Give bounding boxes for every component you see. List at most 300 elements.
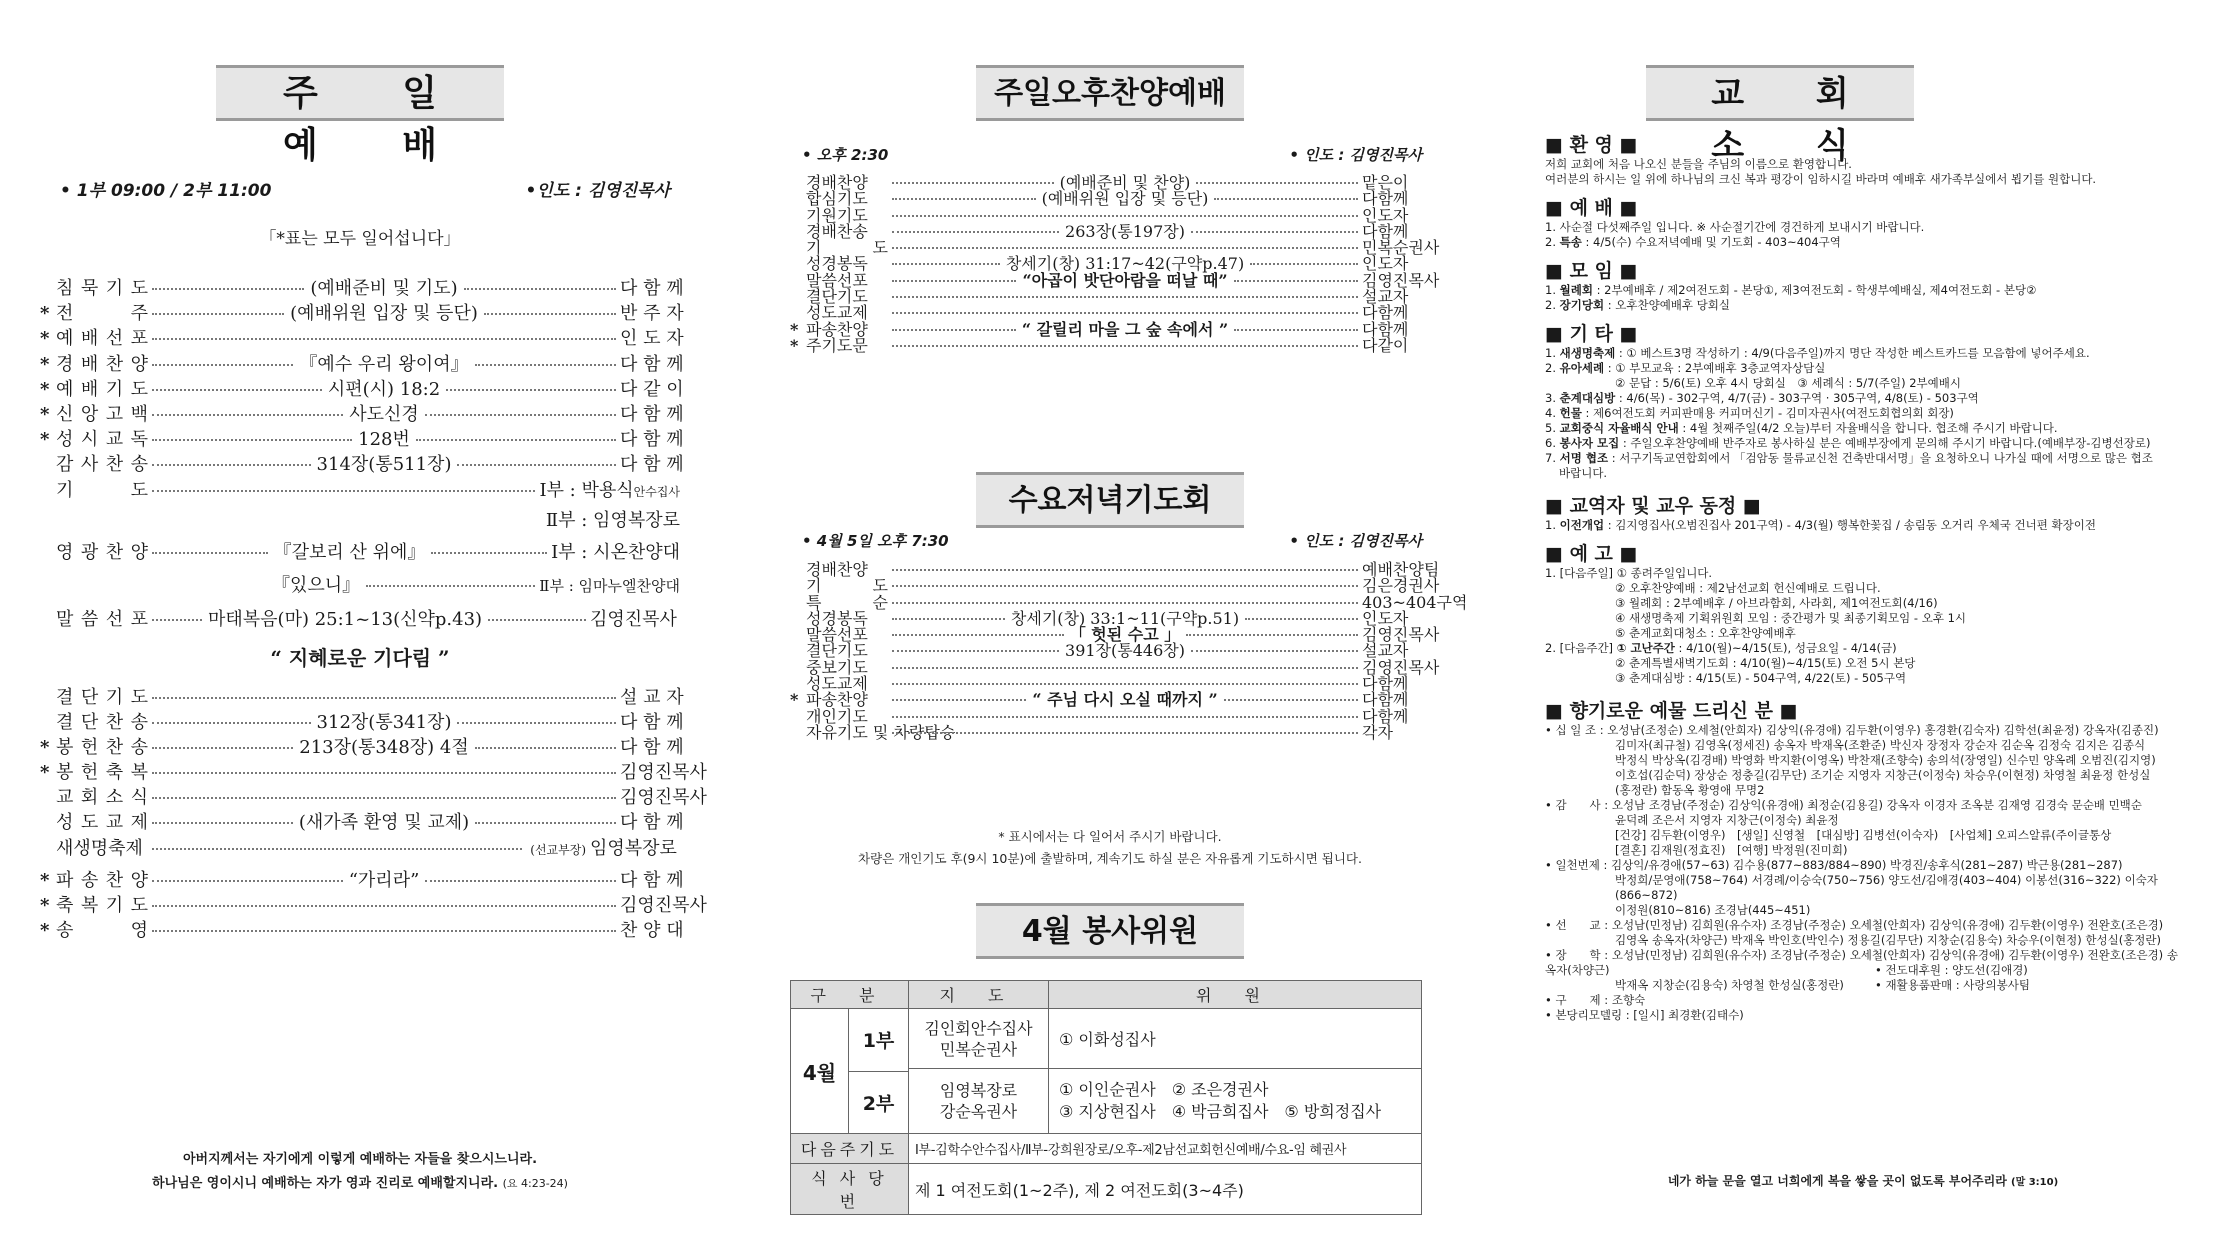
- order-right: 설교자: [1362, 641, 1409, 661]
- offering-side-notes: [1875, 963, 2030, 993]
- order-right: 다함께: [1362, 189, 1409, 209]
- order-label: 새생명축제: [56, 837, 143, 859]
- dot-leader: [1191, 650, 1358, 652]
- order-right: 다함께: [1362, 690, 1409, 710]
- order-right: 다 같 이: [620, 378, 684, 400]
- order-label: 감 사 찬 송: [56, 454, 148, 476]
- wednesday-title-wrap: [790, 472, 1430, 528]
- dot-leader: [892, 634, 1064, 636]
- order-right: 다 함 께: [620, 278, 684, 299]
- order-mid: 마태복음(마) 25:1~13(신약p.43): [208, 608, 483, 630]
- sunday-service-column: [40, 0, 707, 1240]
- order-label: 기 도: [806, 238, 888, 258]
- verse-text: 네가 하늘 문을 열고 너희에게 복을 쌓을 곳이 없도록 부어주리라: [1667, 1174, 2007, 1188]
- order-mid: (예배준비 및 찬양): [1059, 173, 1191, 192]
- volunteer-title: 4월 봉사위원: [976, 903, 1244, 959]
- news-line: 3. 춘계대심방 : 4/6(목) - 302구역, 4/7(금) - 303구역 · 305구역, 4/8(토) - 503구역: [1545, 391, 1979, 405]
- news-line: 2. 특송 : 4/5(수) 수요저녁예배 및 기도회 - 403~404구역: [1545, 235, 1841, 249]
- order-label: 성도교제: [806, 303, 868, 323]
- order-label: 봉 헌 찬 송: [56, 736, 148, 758]
- order-label: 예 배 기 도: [56, 378, 148, 400]
- stand-marker: *: [40, 869, 50, 891]
- order-row: [40, 429, 684, 456]
- order-label: 경배찬양: [806, 173, 868, 192]
- choir-1: Ⅰ부 : 시온찬양대: [551, 541, 681, 563]
- news-line: 김미자(최규철) 김영옥(정세진) 송옥자 박재옥(조환준) 박신자 장정자 강순자 김순옥 김정숙 김지은 김종식: [1615, 738, 2146, 752]
- news-line: [건강] 김두환(이영우) [생일] 신영철 [대심방] 김병선(이숙자) [사업체] 오피스알류(주이글통상: [1615, 828, 2112, 842]
- order-label: 말 씀 선 포: [56, 608, 148, 630]
- stand-marker: *: [40, 429, 50, 451]
- afternoon-header: [802, 144, 1422, 165]
- news-line: • 구 제 : 조향숙: [1545, 993, 1646, 1007]
- order-right: 다함께: [1362, 319, 1409, 339]
- order-mid: “ 갈릴리 마을 그 숲 속에서 ”: [1021, 319, 1229, 339]
- dot-leader: [484, 313, 616, 315]
- news-line: 여러분의 하시는 일 위에 하나님의 크신 복과 평강이 임하시길 바라며 예배후 새가족부실에서 뵙기를 원합니다.: [1545, 172, 2097, 186]
- sunday-order-list: [40, 278, 707, 947]
- stand-marker: *: [40, 328, 50, 350]
- dot-leader: [152, 619, 202, 621]
- closing-verse-2: [1545, 1172, 2181, 1189]
- part-2-members: [1049, 1069, 1422, 1134]
- order-right: 인도자: [1362, 254, 1409, 274]
- sunday-service-header: [60, 176, 670, 201]
- dot-leader: [425, 880, 616, 882]
- afternoon-title-wrap: [790, 65, 1430, 121]
- news-line: • 감 사 : 오성남 조경남(주정순) 김상익(유경애) 최정순(김용길) 강옥자 이경자 조옥분 김재영 김경숙 문순배 민백순: [1545, 798, 2142, 812]
- service-time: • 1부 09:00 / 2부 11:00: [60, 181, 272, 201]
- dot-leader: [892, 263, 1000, 265]
- dot-leader: [892, 667, 1358, 669]
- order-row-prayer: [40, 479, 680, 512]
- section-staff-heading: ■ 교역자 및 교우 동정 ■: [1545, 495, 1761, 517]
- order-right: 다 함 께: [620, 736, 684, 758]
- order-row: [40, 736, 684, 764]
- wednesday-header: [802, 530, 1422, 551]
- order-mid: 213장(통348장) 4절: [299, 736, 469, 758]
- dot-leader: [892, 247, 1358, 249]
- news-line: ② 오후찬양예배 : 제2남선교회 헌신예배로 드립니다.: [1615, 581, 1881, 595]
- order-right: 인 도 자: [620, 328, 684, 350]
- news-line: • 전도대후원 : 양도선(김애경): [1875, 963, 2028, 977]
- dot-leader: [152, 930, 616, 932]
- dot-leader: [892, 312, 1358, 314]
- order-right: 설교자: [1362, 287, 1409, 307]
- verse-ref: (말 3:10): [2011, 1177, 2059, 1188]
- dot-leader: [892, 650, 1059, 652]
- order-label: 결단기도: [806, 287, 868, 307]
- dot-leader: [366, 585, 535, 587]
- order-right: [539, 479, 680, 501]
- order-label: 파 송 찬 양: [56, 869, 148, 891]
- section-welcome-heading: ■ 환 영 ■: [1545, 134, 1638, 156]
- dot-leader: [892, 329, 1016, 331]
- order-label: 결단기도: [806, 641, 868, 661]
- order-label: 성도교제: [806, 674, 868, 694]
- news-line: (홍정란) 함동옥 황영애 무명2: [1615, 783, 1765, 797]
- dot-leader: [892, 618, 1005, 620]
- news-line: ④ 새생명축제 기획위원회 모임 : 중간평가 및 최종기획모임 - 오후 1시: [1615, 611, 1967, 625]
- order-row: [40, 711, 684, 739]
- dot-leader: [475, 747, 616, 749]
- order-mid: (예배위원 입장 및 등단): [290, 303, 478, 325]
- dot-leader: [152, 772, 616, 774]
- dot-leader: [152, 389, 322, 391]
- order-label: 결 단 찬 송: [56, 711, 148, 733]
- dot-leader: [892, 683, 1358, 685]
- th-members: 위 원: [1049, 981, 1422, 1009]
- order-right: 김영진목사: [1362, 625, 1440, 645]
- dot-leader: [425, 414, 616, 416]
- order-right: 다함께: [1362, 674, 1409, 694]
- order-mid: 『예수 우리 왕이여』: [299, 353, 469, 375]
- order-right: 찬 양 대: [620, 920, 684, 941]
- dot-leader: [152, 747, 293, 749]
- afternoon-order-list: [790, 173, 1440, 355]
- dot-leader: [1214, 198, 1358, 200]
- dot-leader: [416, 439, 616, 441]
- part-2-guide: [909, 1069, 1049, 1134]
- month-cell: [791, 1009, 909, 1134]
- news-line: ② 문답 : 5/6(토) 오후 4시 당회실 ③ 세례식 : 5/7(주일) 2부예배시: [1615, 376, 1961, 390]
- stand-marker: *: [790, 690, 799, 710]
- order-row-sermon: [40, 608, 680, 639]
- stand-marker: *: [40, 303, 50, 325]
- order-row: [40, 328, 684, 355]
- dot-leader: [446, 389, 616, 391]
- dot-leader: [892, 215, 1358, 217]
- order-label: 결 단 기 도: [56, 686, 148, 708]
- dot-leader: [1234, 329, 1358, 331]
- order-right: 김영진목사: [590, 608, 677, 630]
- prayer-2: Ⅱ부 : 임영복장로: [545, 509, 680, 531]
- order-label: 주기도문: [806, 335, 868, 355]
- dot-leader: [152, 338, 616, 340]
- order-mid: (예배준비 및 기도): [310, 278, 458, 299]
- stand-marker: *: [40, 736, 50, 758]
- part-1-label: 1부: [849, 1009, 908, 1072]
- stand-marker: *: [40, 894, 50, 916]
- order-right: 403~404구역: [1362, 592, 1468, 612]
- news-line: 김영옥 송옥자(차양근) 박재옥 박인호(박인수) 정용길(김무단) 지창순(김용숙) 차승우(이현정) 한성실(홍정란): [1615, 933, 2162, 947]
- order-mid: 『갈보리 산 위에』: [273, 541, 426, 563]
- order-right: 다같이: [1362, 335, 1409, 355]
- dot-leader: [892, 716, 1358, 718]
- order-row: [40, 762, 707, 789]
- order-label: 성 시 교 독: [56, 429, 148, 451]
- order-right: 김영진목사: [1362, 657, 1440, 677]
- order-label: 파송찬양: [806, 319, 868, 339]
- order-label: 축 복 기 도: [56, 894, 148, 916]
- dot-leader: [431, 552, 547, 554]
- stand-marker: *: [790, 319, 799, 339]
- dot-leader: [892, 345, 1358, 347]
- order-right: 반 주 자: [620, 303, 684, 325]
- order-row: [40, 869, 684, 897]
- church-news-column: [1545, 0, 2185, 1240]
- order-mid: 312장(통341장): [316, 711, 452, 733]
- section-meeting: [1545, 283, 2181, 313]
- afternoon-time: • 오후 2:30: [802, 146, 889, 164]
- sermon-title: “ 지혜로운 기다림 ”: [270, 645, 450, 670]
- guide-name: 김인회안수집사: [924, 1018, 1033, 1038]
- volunteer-table: [790, 980, 1422, 1215]
- stand-note: 「*표는 모두 일어섭니다」: [259, 229, 461, 249]
- order-right: 김은경권사: [1362, 576, 1440, 596]
- news-line: 저희 교회에 처음 나오신 분들을 주님의 이름으로 환영합니다.: [1545, 157, 1852, 171]
- order-label: 말씀선포: [806, 270, 868, 290]
- dot-leader: [488, 619, 586, 621]
- stand-marker: *: [40, 378, 50, 400]
- order-label: 전 주: [56, 303, 148, 325]
- closing-verse: [40, 1148, 680, 1196]
- section-offering-heading: ■ 향기로운 예물 드리신 분 ■: [1545, 700, 1798, 722]
- order-label: 말씀선포: [806, 625, 868, 645]
- order-mid: 사도신경: [349, 403, 419, 425]
- order-right: 다 함 께: [620, 454, 684, 476]
- news-line: 2. 장기당회 : 오후찬양예배후 당회실: [1545, 298, 1731, 312]
- order-row: [40, 403, 684, 431]
- dot-leader: [892, 732, 1358, 734]
- afternoon-leader: • 인도 : 김영진목사: [1289, 146, 1422, 164]
- order-mid: 314장(통511장): [316, 454, 452, 476]
- news-line: 이호섭(김순덕) 장상순 정충길(김무단) 조기순 지영자 지창근(이정숙) 차승우(이현정) 차영철 최윤정 한성실: [1615, 768, 2151, 782]
- dot-leader: [1224, 699, 1358, 701]
- dot-leader: [152, 288, 304, 290]
- section-worship: [1545, 220, 2181, 250]
- news-line: 바랍니다.: [1559, 466, 1608, 480]
- section-preview: [1545, 566, 2181, 686]
- dot-leader: [892, 602, 1358, 604]
- section-etc: [1545, 346, 2181, 481]
- order-right: 다 함 께: [620, 353, 684, 375]
- dot-leader: [892, 182, 1054, 184]
- order-label: 교 회 소 식: [56, 787, 148, 809]
- order-row-choir-2: [40, 574, 680, 611]
- order-row: [790, 692, 1420, 708]
- guide-name: 임영복장로: [939, 1081, 1018, 1101]
- next-prayer-label: 다음주기도: [791, 1134, 909, 1164]
- news-line: ⑤ 춘계교회대청소 : 오후찬양예배후: [1615, 626, 1796, 640]
- sunday-service-title: 주 일 예 배: [216, 65, 504, 121]
- news-line: 7. 서명 협조 : 서구기독교연합회에서 「검암동 물류교신천 건축반대서명」을 요청하오니 나가실 때에 서명으로 많은 협조: [1545, 451, 2153, 465]
- news-line: 1. [다음주일] ① 종려주일입니다.: [1545, 566, 1713, 580]
- order-row-choir: [40, 541, 681, 577]
- news-line: ② 춘계특별새벽기도회 : 4/10(월)~4/15(토) 오전 5시 본당: [1615, 656, 1916, 670]
- dot-leader: [152, 905, 616, 907]
- order-right: 다함께: [1362, 706, 1409, 726]
- news-line: [결혼] 김재원(정효진) [여행] 박정원(진미희): [1615, 843, 1848, 857]
- order-right: 다 함 께: [620, 429, 684, 451]
- order-mid: “가리라”: [348, 869, 420, 891]
- news-line: • 선 교 : 오성남(민정남) 김희원(유수자) 조경남(주정순) 오세철(안희자) 김상익(유경애) 김두환(이영우) 전완호(조은경): [1545, 918, 2164, 932]
- section-staff: [1545, 518, 2181, 533]
- news-line: • 십 일 조 : 오성남(조정순) 오세철(안희자) 김상익(유경애) 김두환(이영우) 홍경환(김숙자) 김학선(최윤정) 강옥자(김종진): [1545, 723, 2159, 737]
- vehicle-note: 차량은 개인기도 후(9시 10분)에 출발하며, 계속기도 하실 분은 자유롭게 기도하시면 됩니다.: [858, 851, 1362, 866]
- dot-leader: [1234, 280, 1358, 282]
- order-row: [40, 303, 684, 330]
- order-label: 개인기도: [806, 706, 868, 726]
- dot-leader: [457, 464, 616, 466]
- order-right: 민복순권사: [1362, 238, 1440, 258]
- order-right: 각자: [1362, 722, 1393, 742]
- order-label: 특 순: [806, 592, 888, 612]
- order-mid: 128번: [358, 429, 410, 451]
- part-1-guide: [909, 1009, 1049, 1069]
- order-right: 다 함 께: [620, 812, 684, 834]
- dot-leader: [1250, 263, 1358, 265]
- dot-leader: [892, 280, 1016, 282]
- dot-leader: [152, 822, 293, 824]
- news-line: 박정희/문영애(758~764) 서경례/이승숙(750~756) 양도선/김애경(403~404) 이봉선(316~322) 이숙자(866~872): [1615, 873, 2158, 902]
- section-preview-heading: ■ 예 고 ■: [1545, 543, 1638, 565]
- news-line: 6. 봉사자 모집 : 주일오후찬양예배 반주자로 봉사하실 분은 예배부장에게 문의해 주시기 바랍니다.(예배부장-김병선장로): [1545, 436, 2151, 450]
- news-body: [1545, 124, 2181, 1023]
- order-right: 김영진목사: [1362, 270, 1440, 290]
- news-line: 윤덕례 조은서 지영자 지창근(이정숙) 최윤정: [1615, 813, 1839, 827]
- order-row: [40, 686, 684, 714]
- members-line: ③ 지상현집사 ④ 박금희집사 ⑤ 방희정집사: [1059, 1102, 1382, 1122]
- dot-leader: [152, 490, 535, 492]
- news-line: 박정식 박상옥(김경배) 박영화 박지환(이영옥) 박찬재(조향숙) 송의석(장영일) 신수민 양옥례 오범진(김지영): [1615, 753, 2156, 767]
- order-right: 김영진목사: [620, 762, 707, 784]
- news-line: 1. 월례회 : 2부예배후 / 제2여전도회 - 본당①, 제3여전도회 - 학생부예배실, 제4여전도회 - 본당②: [1545, 283, 2037, 297]
- meal-duty-value: 제 1 여전도회(1~2주), 제 2 여전도회(3~4주): [909, 1164, 1422, 1215]
- order-mid: (예배위원 입장 및 등단): [1041, 189, 1209, 209]
- order-label: 합심기도: [806, 189, 868, 209]
- news-line: 1. 새생명축제 : ① 베스트3명 작성하기 : 4/9(다음주일)까지 명단 작성한 베스트카드를 모음함에 넣어주세요.: [1545, 346, 2090, 360]
- prayer-1: Ⅰ부 : 박용식: [539, 479, 634, 501]
- section-etc-heading: ■ 기 타 ■: [1545, 323, 1638, 345]
- order-label: 송 영: [56, 920, 148, 941]
- order-mid: 시편(시) 18:2: [327, 378, 441, 400]
- dot-leader: [152, 464, 311, 466]
- afternoon-title: 주일오후찬양예배: [976, 65, 1244, 121]
- verse-line-1: 아버지께서는 자기에게 이렇게 예배하는 자들을 찾으시느니라.: [182, 1152, 538, 1167]
- order-label: 기원기도: [806, 205, 868, 225]
- order-mid: 『있으니』: [272, 574, 361, 596]
- dot-leader: [1186, 634, 1358, 636]
- dot-leader: [475, 822, 616, 824]
- section-offering: [1545, 723, 2181, 1023]
- news-line: 2. [다음주간] ① 고난주간 : 4/10(월)~4/15(토), 성금요일 - 4/14(금): [1545, 641, 1897, 655]
- order-label: 성경봉독: [806, 254, 868, 274]
- dot-leader: [892, 699, 1026, 701]
- members-line: ① 이인순권사 ② 조은경권사: [1059, 1080, 1269, 1100]
- stand-marker: *: [40, 403, 50, 425]
- order-row: [790, 191, 1420, 207]
- wednesday-order-list: [790, 560, 1468, 742]
- dot-leader: [475, 364, 616, 366]
- order-row: [790, 657, 1440, 677]
- dot-leader: [152, 697, 616, 699]
- dot-leader: [152, 880, 343, 882]
- news-line: 박재옥 지창순(김용숙) 차영철 한성실(홍정란): [1615, 978, 1844, 992]
- order-row: [790, 319, 1420, 339]
- stand-note-2: * 표시에서는 다 일어서 주시기 바랍니다.: [998, 829, 1222, 844]
- dot-leader: [152, 552, 268, 554]
- choir-2: Ⅱ부 : 임마누엘찬양대: [539, 576, 680, 595]
- news-line: • 장 학 : 오성남(민정남) 김희원(유수자) 조경남(주정순) 오세철(안희자) 김상익(유경애) 김두환(이영우) 전완호(조은경) 송옥자(차양근): [1545, 948, 2178, 977]
- order-label: 침 묵 기 도: [56, 278, 148, 299]
- part-1-members: ① 이화성집사: [1049, 1009, 1422, 1069]
- dot-leader: [892, 569, 1358, 571]
- order-right: 인도자: [1362, 608, 1409, 628]
- order-label: 영 광 찬 양: [56, 541, 148, 563]
- dot-leader: [892, 585, 1358, 587]
- dot-leader: [152, 848, 522, 850]
- order-label: 경배찬송: [806, 221, 868, 241]
- section-worship-heading: ■ 예 배 ■: [1545, 197, 1638, 219]
- dot-leader: [152, 313, 284, 315]
- order-label: 봉 헌 축 복: [56, 762, 148, 784]
- news-line: • 재활용품판매 : 사랑의봉사팀: [1875, 978, 2030, 992]
- dot-leader: [152, 364, 293, 366]
- service-leader: •인도 : 김영진목사: [525, 181, 670, 201]
- order-label: 기 도: [56, 479, 148, 501]
- dot-leader: [152, 439, 352, 441]
- order-row: [790, 289, 1420, 305]
- part-2-label: 2부: [862, 1092, 895, 1115]
- dot-leader: [892, 198, 1036, 200]
- news-line: ③ 춘계대심방 : 4/15(토) - 504구역, 4/22(토) - 505구역: [1615, 671, 1907, 685]
- order-mid: (새가족 환영 및 교제): [298, 812, 470, 834]
- order-label: 성 도 교 제: [56, 812, 148, 834]
- order-row: [40, 353, 684, 381]
- order-row: [790, 270, 1440, 290]
- meal-duty-label: 식 사 당 번: [791, 1164, 909, 1215]
- stand-marker: *: [40, 920, 50, 941]
- dot-leader: [892, 231, 1059, 233]
- news-line: ③ 월례회 : 2부예배후 / 아브라함회, 사라회, 제1여전도회(4/16): [1615, 596, 1938, 610]
- news-line: 1. 이전개업 : 김지영집사(오범진집사 201구역) - 4/3(월) 행복한꽃집 / 송림동 오거리 우체국 건너편 확장이전: [1545, 518, 2096, 532]
- section-meeting-heading: ■ 모 임 ■: [1545, 260, 1638, 282]
- order-right: 김영진목사: [620, 894, 707, 916]
- wednesday-time: • 4월 5일 오후 7:30: [802, 532, 949, 550]
- news-line: 5. 교회중식 자율배식 안내 : 4월 첫째주일(4/2 오늘)부터 자율배식을 합니다. 협조해 주시기 바랍니다.: [1545, 421, 2058, 435]
- order-row: [40, 787, 707, 814]
- order-right: 인도자: [1362, 205, 1409, 225]
- order-row: [40, 454, 684, 481]
- dot-leader: [152, 797, 616, 799]
- dot-leader: [464, 288, 616, 290]
- order-right: 김영진목사: [620, 787, 707, 809]
- order-row: [40, 894, 707, 922]
- order-mid: 263장(통197장): [1065, 221, 1185, 241]
- order-right: 다 함 께: [620, 403, 684, 425]
- order-right: 다함께: [1362, 303, 1409, 323]
- prayer-1-note: 안수집사: [633, 484, 680, 499]
- order-right: 임영복장로: [590, 837, 677, 859]
- guide-name: 민복순권사: [939, 1039, 1018, 1059]
- dot-leader: [152, 722, 311, 724]
- section-welcome: [1545, 157, 2181, 187]
- dot-leader: [457, 722, 616, 724]
- th-guide: 지 도: [909, 981, 1049, 1009]
- order-right: 다 함 께: [620, 869, 684, 891]
- dot-leader: [152, 414, 343, 416]
- wednesday-leader: • 인도 : 김영진목사: [1289, 532, 1422, 550]
- order-row: [790, 643, 1420, 659]
- order-row: [40, 920, 684, 947]
- news-line: 4. 헌물 : 제6여전도회 커피판매용 커피머신기 - 김미자권사(여전도회협의회 회장): [1545, 406, 1954, 420]
- dot-leader: [1191, 231, 1358, 233]
- order-label: 파송찬양: [806, 690, 868, 710]
- verse-ref: (요 4:23-24): [502, 1177, 568, 1190]
- order-right: 맡은이: [1362, 173, 1409, 192]
- news-line: 2. 유아세례 : ① 부모교육 : 2부예배후 3층교역자상담실: [1545, 361, 1826, 375]
- order-label: 자유기도 및 차량탑승: [806, 722, 956, 742]
